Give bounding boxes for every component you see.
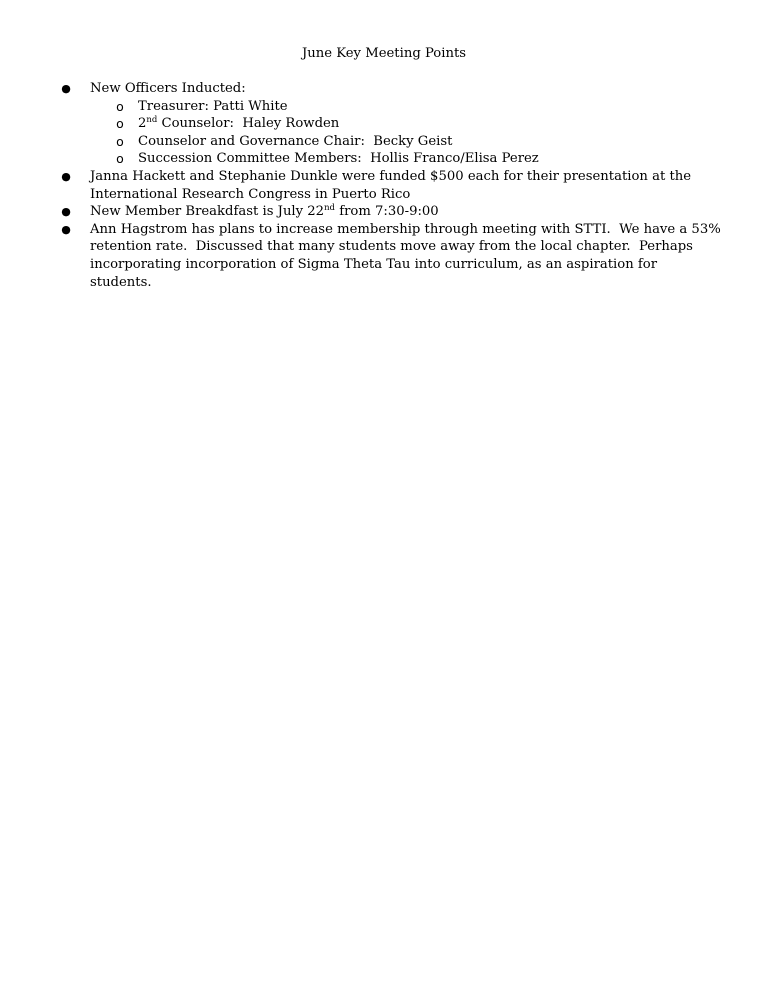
sub-bullet-icon: o [116,98,124,114]
sub-bullet-icon: o [116,133,124,149]
sub-item-second-counselor [90,115,720,133]
ordinal-suffix: nd [324,203,335,214]
sub-item-text-end: Counselor: Haley Rowden [157,116,340,132]
sub-item-text: Counselor and Governance Chair: Becky Geist [138,133,453,149]
bullet-icon: ● [61,222,71,236]
sub-bullet-icon: o [116,151,124,167]
ordinal-suffix: nd [146,115,158,126]
bullet-icon: ● [61,205,71,219]
list-item-line: International Research Congress in Puerto Rico [90,186,411,202]
document-body [60,80,720,291]
list-item-line: Ann Hagstrom has plans to increase membership through meeting with STTI. We have a 53% [90,221,721,237]
officers-sublist [90,98,720,168]
key-points-list [60,80,720,291]
list-item-membership [60,221,720,291]
bullet-icon: ● [61,82,71,95]
sub-item-text: Succession Committee Members: Hollis Franco/Elisa Perez [138,151,539,167]
sub-item-succession-committee [90,150,720,168]
sub-item-text: Treasurer: Patti White [138,98,288,114]
list-item-new-officers [60,80,720,168]
list-item-text-end: from 7:30-9:00 [335,204,439,220]
document-title: June Key Meeting Points [301,46,467,61]
list-item-line: retention rate. Discussed that many students move away from the local chapter. Perhaps [90,239,693,255]
list-item-text-start: New Member Breakdfast is July 22 [90,204,325,220]
sub-bullet-icon: o [116,116,124,132]
sub-item-text-start: 2 [138,116,147,132]
sub-item-treasurer [90,98,720,116]
list-item-text: New Officers Inducted: [90,81,246,96]
list-item-funding [60,168,720,203]
sub-item-governance-chair [90,133,720,151]
list-item-line: incorporating incorporation of Sigma Theta Tau into curriculum, as an aspiration for students. [90,256,658,290]
list-item-breakfast [60,203,720,221]
list-item-line: Janna Hackett and Stephanie Dunkle were funded $500 each for their presentation at the [90,168,692,184]
bullet-icon: ● [61,169,71,183]
